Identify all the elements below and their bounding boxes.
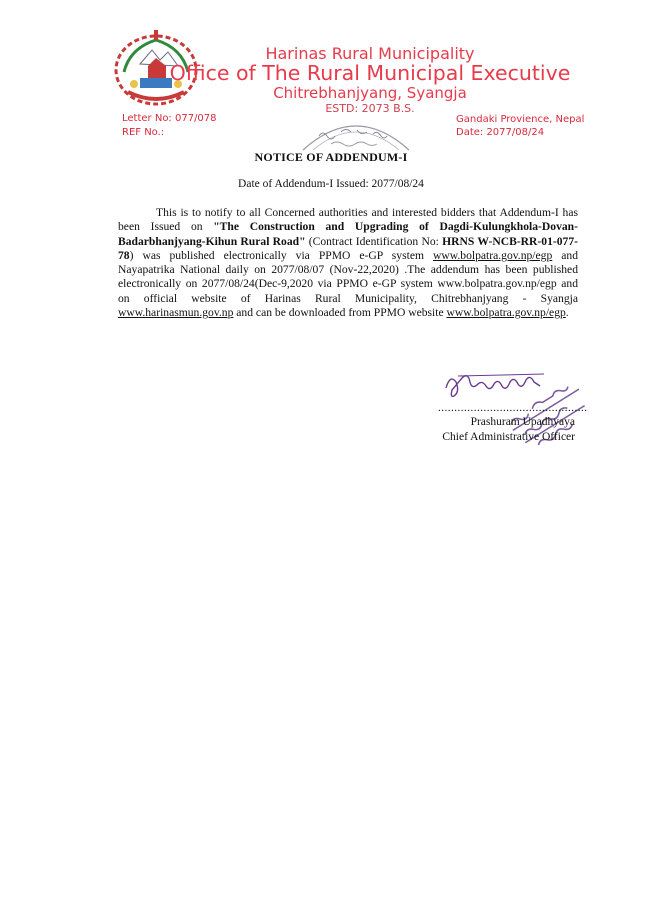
addendum-issued-date: Date of Addendum-I Issued: 2077/08/24 bbox=[238, 178, 424, 190]
established-year: ESTD: 2073 B.S. bbox=[325, 102, 415, 115]
egp-link-2[interactable]: www.bolpatra.gov.np/egp bbox=[446, 306, 566, 320]
province-label: Gandaki Provience, Nepal bbox=[456, 114, 585, 125]
letter-date: Date: 2077/08/24 bbox=[456, 127, 545, 138]
notice-body bbox=[118, 206, 578, 320]
contract-id: HRNS W-NCB-RR-01-077-78 bbox=[118, 234, 578, 262]
office-stamp bbox=[297, 110, 415, 154]
office-name: Office of The Rural Municipal Executive bbox=[169, 61, 571, 85]
letter-number: Letter No: 077/078 bbox=[122, 113, 217, 124]
reference-number: REF No.: bbox=[122, 127, 165, 138]
signatory-name: Prashuram Upadhyaya bbox=[470, 416, 575, 428]
signatory-role: Chief Administrative Officer bbox=[442, 431, 575, 443]
notice-title: NOTICE OF ADDENDUM-I bbox=[254, 150, 408, 164]
project-name: "The Construction and Upgrading of Dagdi-Kulungkhola-Dovan-Badarbhanjyang-Kihun Rural Road" bbox=[118, 220, 578, 248]
municipality-website-link[interactable]: www.harinasmun.gov.np bbox=[118, 306, 234, 320]
signature-line: .............................................. bbox=[438, 402, 588, 414]
municipality-name: Harinas Rural Municipality bbox=[265, 44, 475, 63]
notice-paragraph: This is to notify to all Concerned authorities and interested bidders that Addendum-I has been Issued on "The Construction and Upgrading of Dagdi-Kulungkhola-Dovan-Badarbhanjyang-Kihun Rural Road" (Contract Identification No: HRNS W-NCB-RR-01-077-78) was published electronically via PPMO e-GP system www.bolpatra.gov.np/egp and Nayapatrika National daily on 2077/08/07 (Nov-22,2020) .The addendum has been published electronically on 2077/08/24(Dec-9,2020 via PPMO e-GP system www.bolpatra.gov.np/egp and on official website of Harinas Rural Municipality, Chitrebhanjyang - Syangja www.harinasmun.gov.np and can be downloaded from PPMO website www.bolpatra.gov.np/egp. bbox=[118, 206, 579, 320]
office-address: Chitrebhanjyang, Syangja bbox=[273, 84, 467, 102]
egp-link[interactable]: www.bolpatra.gov.np/egp bbox=[433, 248, 553, 262]
